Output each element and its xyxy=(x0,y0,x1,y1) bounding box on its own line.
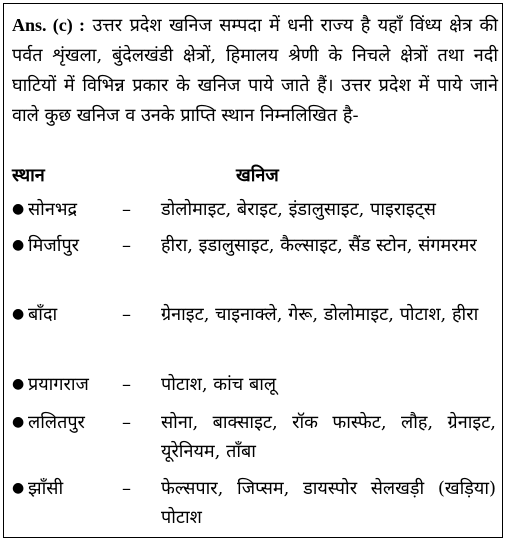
dash-separator: – xyxy=(122,304,131,325)
minerals-list: फेल्सपार, जिप्सम, डायस्पोर सेलखड़ी (खड़िया) पोटाश xyxy=(161,478,496,528)
place-name: ललितपुर xyxy=(28,412,85,433)
intro-text: उत्तर प्रदेश खनिज सम्पदा में धनी राज्य है यहाँ विंध्य क्षेत्र की पर्वत शृंखला, बुंदेलखंडी क्षेत्रों, हिमालय श्रेणी के निचले क्षेत्रों तथा नदी घाटियों में विभिन्न प्रकार के खनिज पाये जाते हैं। उत्तर प्रदेश में पाये जाने वाले कुछ खनिज व उनके प्राप्ति स्थान निम्नलिखित है- xyxy=(12,15,498,126)
answer-box xyxy=(3,3,503,538)
minerals-list: ग्रेनाइट, चाइनाक्ले, गेरू, डोलोमाइट, पोटाश, हीरा xyxy=(161,304,479,325)
place-name: प्रयागराज xyxy=(28,374,89,395)
place-name: सोनभद्र xyxy=(28,199,78,220)
bullet-icon: ● xyxy=(12,376,25,392)
bullet-icon: ● xyxy=(12,480,25,496)
bullet-icon: ● xyxy=(12,414,25,430)
dash-separator: – xyxy=(122,412,131,433)
minerals-list: सोना, बाक्साइट, रॉक फास्फेट, लौह, ग्रेनाइट, यूरेनियम, ताँबा xyxy=(161,412,496,462)
place-name: झाँसी xyxy=(28,478,64,499)
bullet-icon: ● xyxy=(12,306,25,322)
dash-separator: – xyxy=(122,235,131,256)
intro-paragraph xyxy=(12,10,498,131)
place-name: मिर्जापुर xyxy=(28,235,80,256)
dash-separator: – xyxy=(122,478,131,499)
answer-label: Ans. (c) : xyxy=(12,15,85,35)
place-name: बाँदा xyxy=(28,304,58,325)
dash-separator: – xyxy=(122,374,131,395)
header-minerals: खनिज xyxy=(236,165,279,186)
bullet-icon: ● xyxy=(12,237,25,253)
minerals-list: पोटाश, कांच बालू xyxy=(161,374,277,395)
minerals-list: हीरा, इडालुसाइट, कैल्साइट, सैंड स्टोन, संगमरमर xyxy=(161,235,477,256)
dash-separator: – xyxy=(122,199,131,220)
bullet-icon: ● xyxy=(12,201,25,217)
header-place: स्थान xyxy=(12,165,45,186)
minerals-list: डोलोमाइट, बेराइट, इंडालुसाइट, पाइराइट्स xyxy=(161,199,436,220)
